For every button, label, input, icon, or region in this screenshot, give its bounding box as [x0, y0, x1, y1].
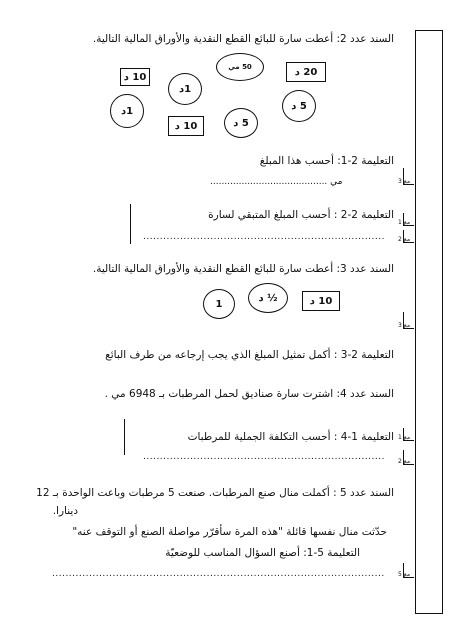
- grade-mark-1a: مع 1: [398, 219, 411, 226]
- coin-1-dinar-2: 1د: [110, 94, 144, 128]
- coin-5-dinar: 5 د: [224, 108, 258, 138]
- sanad4-text: السند عدد 4: اشترت سارة صناديق لحمل المرطبات بـ 6948 مي .: [104, 388, 394, 400]
- coin-50-millimes: 50 مي: [216, 53, 264, 81]
- grade-mark-2a: مع 2: [398, 236, 411, 243]
- sanad5-line2: دينارا.: [52, 505, 78, 517]
- answer-line-2-1[interactable]: ......................................... مي: [210, 177, 343, 187]
- instruction-2-1: التعليمة 2-1: أحسب هذا المبلغ: [259, 155, 394, 167]
- answer-line-4-1[interactable]: ........................................................................: [143, 452, 385, 462]
- coin-1: 1: [203, 289, 235, 319]
- grade-mark-5: مع 5: [398, 571, 411, 578]
- instruction-4-1: التعليمة 1-4 : أحسب التكلفة الجملية للمرطبات: [187, 431, 394, 443]
- instruction-5-1: التعليمة 5-1: أصنع السؤال المناسب للوضعيّة: [165, 547, 360, 559]
- bill-20-dinar: 20 د: [286, 62, 326, 82]
- sanad5-line3: حدّثت منال نفسها قائلة "هذه المرة سأقرّر مواصلة الصنع أو التوقف عنه": [72, 526, 387, 538]
- sanad2-text: السند عدد 2: أعطت سارة للبائع القطع النقدية والأوراق المالية التالية.: [92, 33, 394, 45]
- answer-line-2-2[interactable]: ........................................................................: [143, 232, 385, 242]
- grade-mark-2b: مع 2: [398, 458, 411, 465]
- instruction-2-2: التعليمة 2-2 : أحسب المبلغ المتبقي لسارة: [208, 209, 394, 221]
- coin-half-dinar: ½ د: [248, 283, 288, 313]
- grading-column: [415, 30, 443, 614]
- bill-10-dinar-2: 10 د: [168, 116, 204, 136]
- instruction-2-3: التعليمة 2-3 : أكمل تمثيل المبلغ الذي يجب إرجاعه من طرف البائع: [105, 349, 394, 361]
- sanad3-text: السند عدد 3: أعطت سارة للبائع القطع النقدية والأوراق المالية التالية.: [92, 263, 394, 275]
- grade-mark-3a: مع 3: [398, 178, 411, 185]
- coin-5-dinar-2: 5 د: [282, 90, 316, 122]
- bill-10-dinar-3: 10 د: [302, 291, 340, 311]
- sanad5-line1: السند عدد 5 : أكملت منال صنع المرطبات. صنعت 5 مرطبات وباعت الواحدة بـ 12: [36, 487, 394, 499]
- separator-4-1: [124, 419, 125, 455]
- grade-mark-1c: مع 1: [398, 434, 411, 441]
- separator-2-2: [130, 204, 131, 244]
- grade-mark-3b: مع 3: [398, 322, 411, 329]
- answer-line-5-1[interactable]: ...................................................................................................: [52, 569, 385, 579]
- bill-10-dinar: 10 د: [120, 68, 150, 86]
- coin-1-dinar: 1د: [168, 73, 202, 105]
